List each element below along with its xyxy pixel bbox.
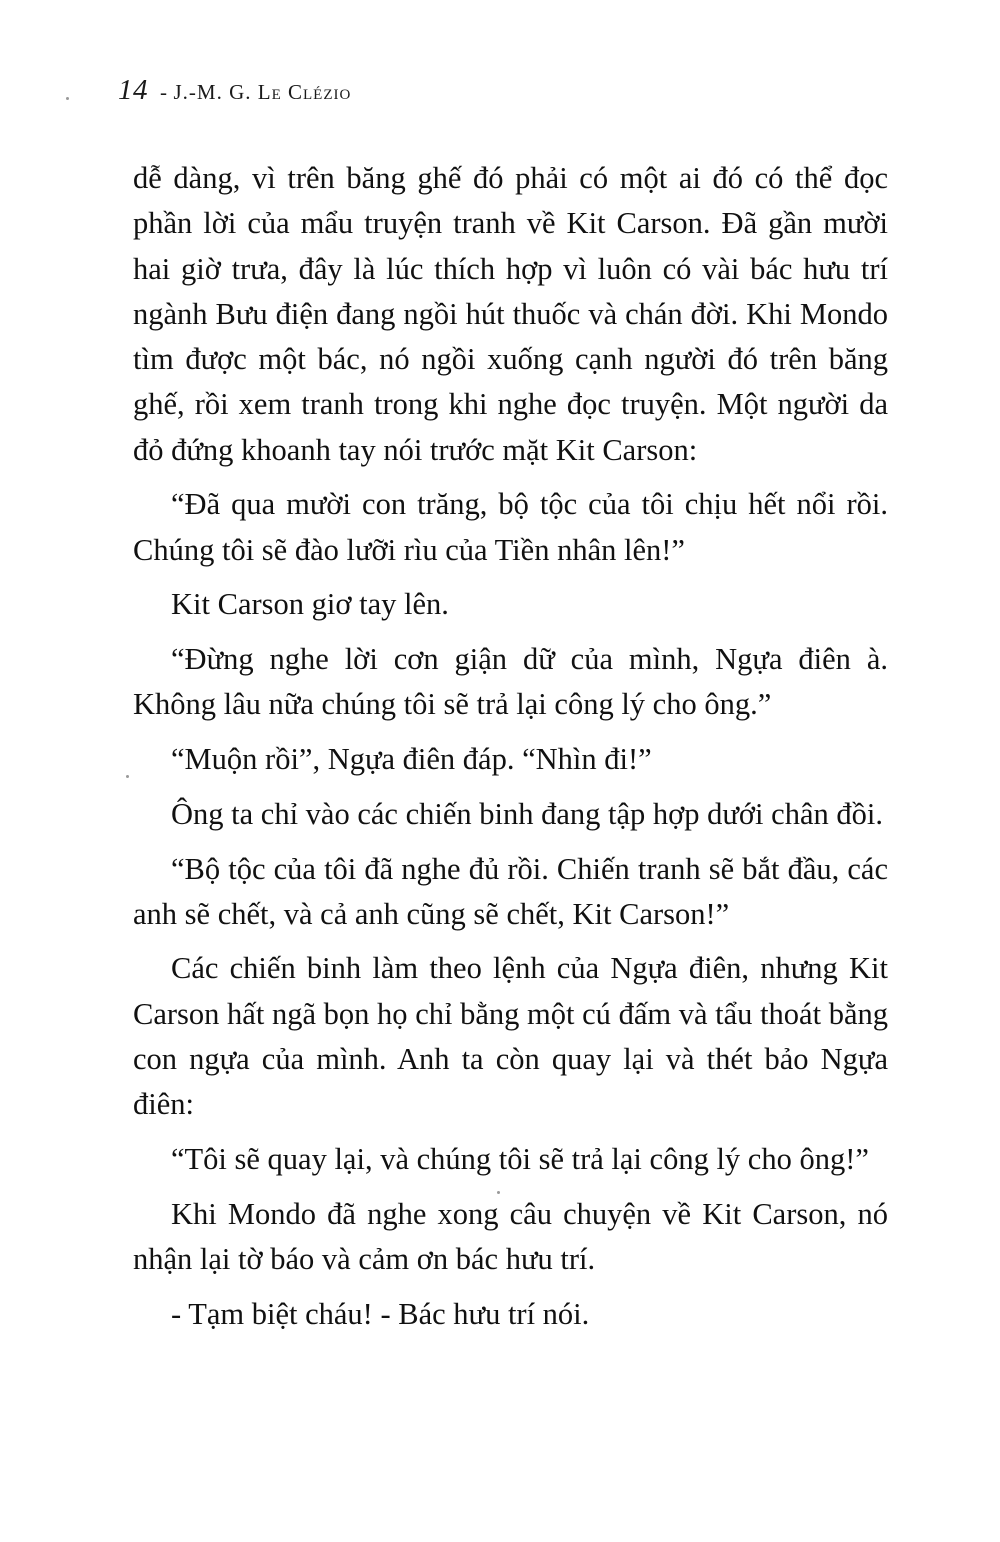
paragraph: “Đã qua mười con trăng, bộ tộc của tôi chịu hết nổi rồi. Chúng tôi sẽ đào lưỡi rìu của Tiền nhân lên!” [133,487,888,567]
paragraph: “Bộ tộc của tôi đã nghe đủ rồi. Chiến tranh sẽ bắt đầu, các anh sẽ chết, và cả anh cũng sẽ chết, Kit Carson!” [133,851,888,931]
scan-speck [126,775,129,778]
scan-speck [497,1191,500,1194]
scan-speck [66,97,69,100]
paragraph: “Đừng nghe lời cơn giận dữ của mình, Ngựa điên à. Không lâu nữa chúng tôi sẽ trả lại công lý cho ông.” [133,642,888,722]
paragraph: “Muộn rồi”, Ngựa điên đáp. “Nhìn đi!” [171,742,652,777]
paragraph: Kit Carson giơ tay lên. [171,587,449,622]
paragraph: Các chiến binh làm theo lệnh của Ngựa điên, nhưng Kit Carson hất ngã bọn họ chỉ bằng một cú đấm và tẩu thoát bằng con ngựa của mình. Anh ta còn quay lại và thét bảo Ngựa điên: [133,951,888,1122]
body-text [133,156,888,1346]
header-separator: - [160,80,168,104]
paragraph: dễ dàng, vì trên băng ghế đó phải có một ai đó có thể đọc phần lời của mẩu truyện tranh về Kit Carson. Đã gần mười hai giờ trưa, đây là lúc thích hợp vì luôn có vài bác hưu trí ngành Bưu điện đang ngồi hút thuốc và chán đời. Khi Mondo tìm được một bác, nó ngồi xuống cạnh người đó trên băng ghế, rồi xem tranh trong khi nghe đọc truyện. Một người da đỏ đứng khoanh tay nói trước mặt Kit Carson: [133,161,888,467]
paragraph: - Tạm biệt cháu! - Bác hưu trí nói. [171,1296,590,1331]
author-name: J.-M. G. Le Clézio [173,80,352,104]
page-number: 14 [118,74,148,106]
running-head [118,74,351,107]
paragraph: Khi Mondo đã nghe xong câu chuyện về Kit Carson, nó nhận lại tờ báo và cảm ơn bác hưu trí. [133,1196,888,1277]
paragraph: Ông ta chỉ vào các chiến binh đang tập hợp dưới chân đồi. [171,796,883,831]
paragraph: “Tôi sẽ quay lại, và chúng tôi sẽ trả lại công lý cho ông!” [171,1142,869,1177]
